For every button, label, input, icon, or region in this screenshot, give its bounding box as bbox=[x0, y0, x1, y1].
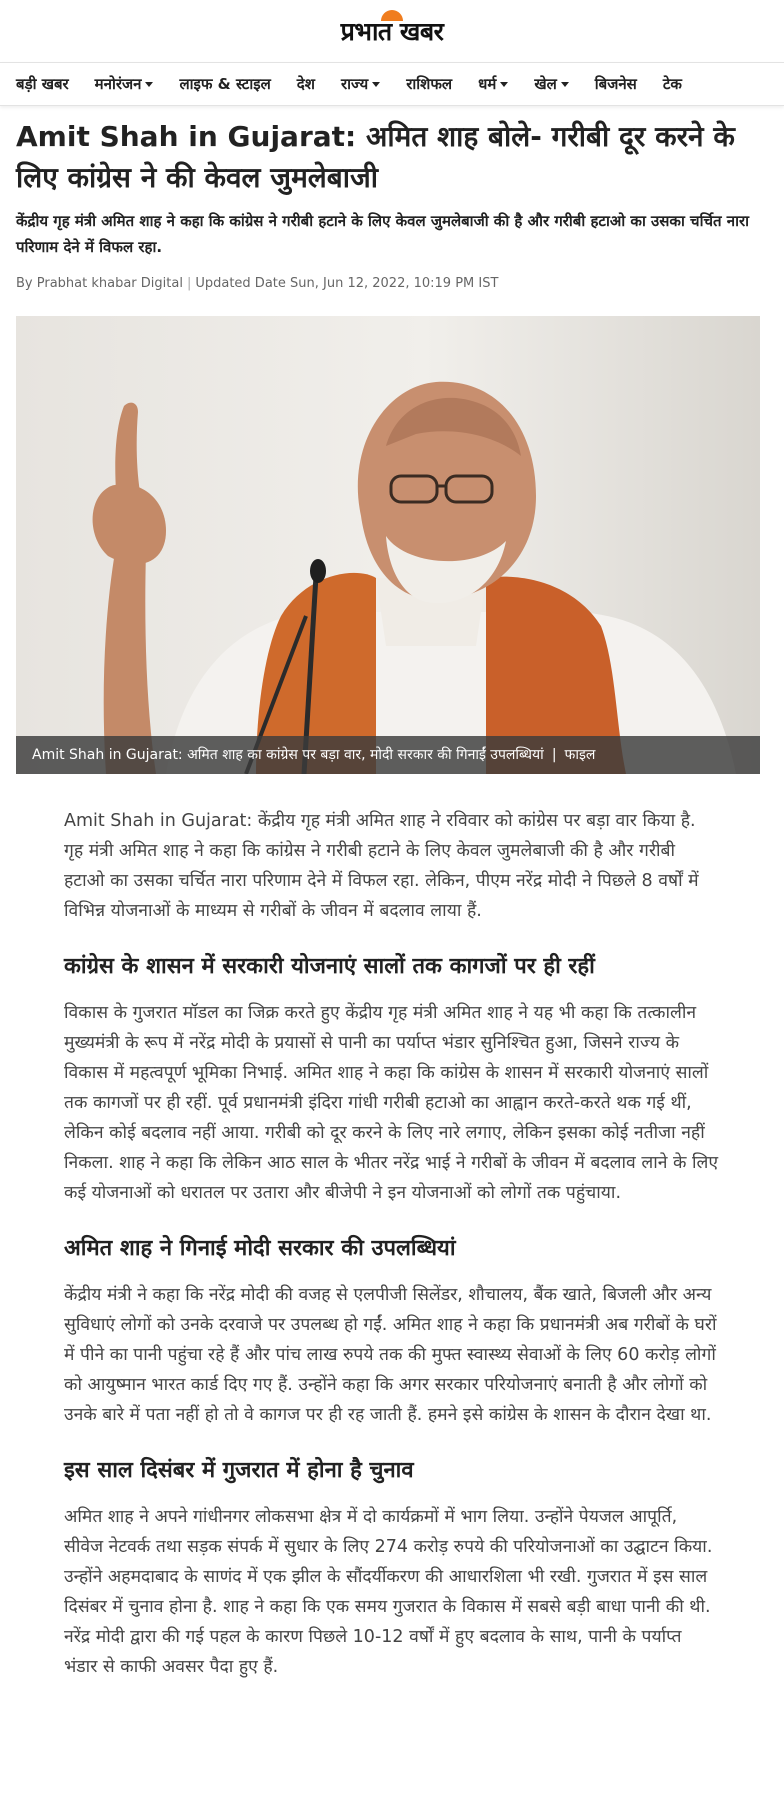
caret-down-icon bbox=[500, 82, 508, 87]
main-nav bbox=[0, 62, 784, 106]
nav-item-business[interactable] bbox=[595, 74, 637, 94]
nav-item-label: धर्म bbox=[478, 75, 497, 93]
nav-item-label: देश bbox=[296, 75, 315, 93]
article bbox=[0, 116, 784, 1682]
caret-down-icon bbox=[561, 82, 569, 87]
nav-item-label: मनोरंजन bbox=[94, 75, 142, 93]
byline bbox=[16, 276, 768, 296]
nav-item-label: राशिफल bbox=[406, 75, 453, 93]
nav-item-badi-khabar[interactable] bbox=[16, 74, 69, 94]
nav-item-label: लाइफ & स्टाइल bbox=[179, 75, 271, 93]
nav-item-lifestyle[interactable] bbox=[179, 74, 270, 94]
nav-item-label: राज्य bbox=[340, 75, 369, 93]
section-heading: इस साल दिसंबर में गुजरात में होना है चुनाव bbox=[64, 1458, 414, 1483]
caption-separator: | bbox=[551, 747, 557, 763]
nav-item-label: बिजनेस bbox=[594, 75, 637, 93]
site-logo-text: प्रभात खबर bbox=[340, 17, 444, 46]
image-caption-text: Amit Shah in Gujarat: अमित शाह का कांग्रेस पर बड़ा वार, मोदी सरकार की गिनाईं उपलब्धियां bbox=[32, 747, 544, 763]
section-heading: अमित शाह ने गिनाई मोदी सरकार की उपलब्धियां bbox=[64, 1236, 456, 1261]
site-header bbox=[0, 0, 784, 106]
section-paragraph: केंद्रीय मंत्री ने कहा कि नरेंद्र मोदी की वजह से एलपीजी सिलेंडर, शौचालय, बैंक खाते, बिजली और अन्य सुविधाएं लोगों को उनके दरवाजे पर उपलब्ध हो गईं. अमित शाह ने कहा कि प्रधानमंत्री अब गरीबों के घरों में पीने का पानी पहुंचा रहे हैं और पांच लाख रुपये तक की मुफ्त स्वास्थ्य सेवाओं के लिए 60 करोड़ लोगों को आयुष्मान भारत कार्ड दिए गए हैं. उन्होंने कहा कि अगर सरकार परियोजनाएं बनाती है और लोगों को उनके बारे में पता नहीं हो तो वे कागज पर ही रह जाती हैं. हमने इसे कांग्रेस के शासन के दौरान देखा था. bbox=[64, 1285, 717, 1425]
intro-paragraph: Amit Shah in Gujarat: केंद्रीय गृह मंत्री अमित शाह ने रविवार को कांग्रेस पर बड़ा वार किया है. गृह मंत्री अमित शाह ने कहा कि कांग्रेस ने गरीबी हटाने के लिए केवल जुमलेबाजी की है और गरीबी हटाओ का उसका चर्चित नारा परिणाम देने में विफल रहा. लेकिन, पीएम नरेंद्र मोदी ने पिछले 8 वर्षों में विभिन्न योजनाओं के माध्यम से गरीबों के जीवन में बदलाव लाया हैं. bbox=[64, 811, 699, 921]
nav-item-rashifal[interactable] bbox=[406, 74, 452, 94]
nav-item-manoranjan[interactable] bbox=[95, 74, 154, 94]
nav-item-dharm[interactable] bbox=[478, 74, 508, 94]
section-heading: कांग्रेस के शासन में सरकारी योजनाएं सालों तक कागजों पर ही रहीं bbox=[64, 954, 595, 979]
article-title: Amit Shah in Gujarat: अमित शाह बोले- गरीबी दूर करने के लिए कांग्रेस ने की केवल जुमलेबाजी bbox=[16, 120, 735, 194]
caret-down-icon bbox=[145, 82, 153, 87]
section-paragraph: विकास के गुजरात मॉडल का जिक्र करते हुए केंद्रीय गृह मंत्री अमित शाह ने यह भी कहा कि तत्कालीन मुख्यमंत्री के रूप में नरेंद्र मोदी के प्रयासों से पानी का पर्याप्त भंडार सुनिश्चित हुआ, जिसने राज्य के विकास में महत्वपूर्ण भूमिका निभाई. अमित शाह ने कहा कि कांग्रेस के शासन में सरकारी योजनाएं सालों तक कागजों पर ही रहीं. पूर्व प्रधानमंत्री इंदिरा गांधी गरीबी हटाओ का आह्वान करते-करते थक गई थीं, लेकिन कोई बदलाव नहीं आया. गरीबी को दूर करने के लिए नारे लगाए, लेकिन इसका कोई नतीजा नहीं निकला. शाह ने कहा कि लेकिन आठ साल के भीतर नरेंद्र भाई ने गरीबों के जीवन में बदलाव लाने के लिए कई योजनाओं को धरातल पर उतारा और बीजेपी ने इन योजनाओं को लोगों तक पहुंचाया. bbox=[64, 1003, 719, 1203]
image-credit: फाइल bbox=[564, 747, 596, 763]
article-summary: केंद्रीय गृह मंत्री अमित शाह ने कहा कि कांग्रेस ने गरीबी हटाने के लिए केवल जुमलेबाजी की है और गरीबी हटाओ का उसका चर्चित नारा परिणाम देने में विफल रहा. bbox=[16, 212, 749, 256]
nav-item-label: टेक bbox=[662, 75, 682, 93]
author-link[interactable]: By Prabhat khabar Digital bbox=[16, 276, 183, 291]
featured-image bbox=[16, 316, 760, 774]
section-paragraph: अमित शाह ने अपने गांधीनगर लोकसभा क्षेत्र में दो कार्यक्रमों में भाग लिया. उन्होंने पेयजल आपूर्ति, सीवेज नेटवर्क तथा सड़क संपर्क में सुधार के लिए 274 करोड़ रुपये की परियोजनाओं का उद्घाटन किया. उन्होंने अहमदाबाद के साणंद में एक झील के सौंदर्यीकरण की आधारशिला भी रखी. गुजरात में इस साल दिसंबर में चुनाव होना है. शाह ने कहा कि एक समय गुजरात के विकास में सबसे बड़ी बाधा पानी की थी. नरेंद्र मोदी द्वारा की गई पहल के कारण पिछले 10-12 वर्षों में हुए बदलाव के साथ, पानी के पर्याप्त भंडार से काफी अवसर पैदा हुए हैं. bbox=[64, 1507, 713, 1677]
site-logo[interactable] bbox=[341, 14, 444, 48]
caret-down-icon bbox=[372, 82, 380, 87]
updated-date: Updated Date Sun, Jun 12, 2022, 10:19 PM IST bbox=[195, 276, 499, 291]
logo-bar bbox=[0, 0, 784, 62]
nav-item-desh[interactable] bbox=[297, 74, 315, 94]
nav-item-label: बड़ी खबर bbox=[16, 75, 69, 93]
nav-item-rajya[interactable] bbox=[341, 74, 380, 94]
image-caption bbox=[16, 736, 760, 774]
nav-item-tech[interactable] bbox=[663, 74, 682, 94]
byline-separator: | bbox=[186, 276, 192, 291]
nav-item-label: खेल bbox=[534, 75, 557, 93]
article-body bbox=[16, 806, 768, 1682]
nav-item-khel[interactable] bbox=[534, 74, 568, 94]
speaker-photo bbox=[16, 316, 760, 774]
